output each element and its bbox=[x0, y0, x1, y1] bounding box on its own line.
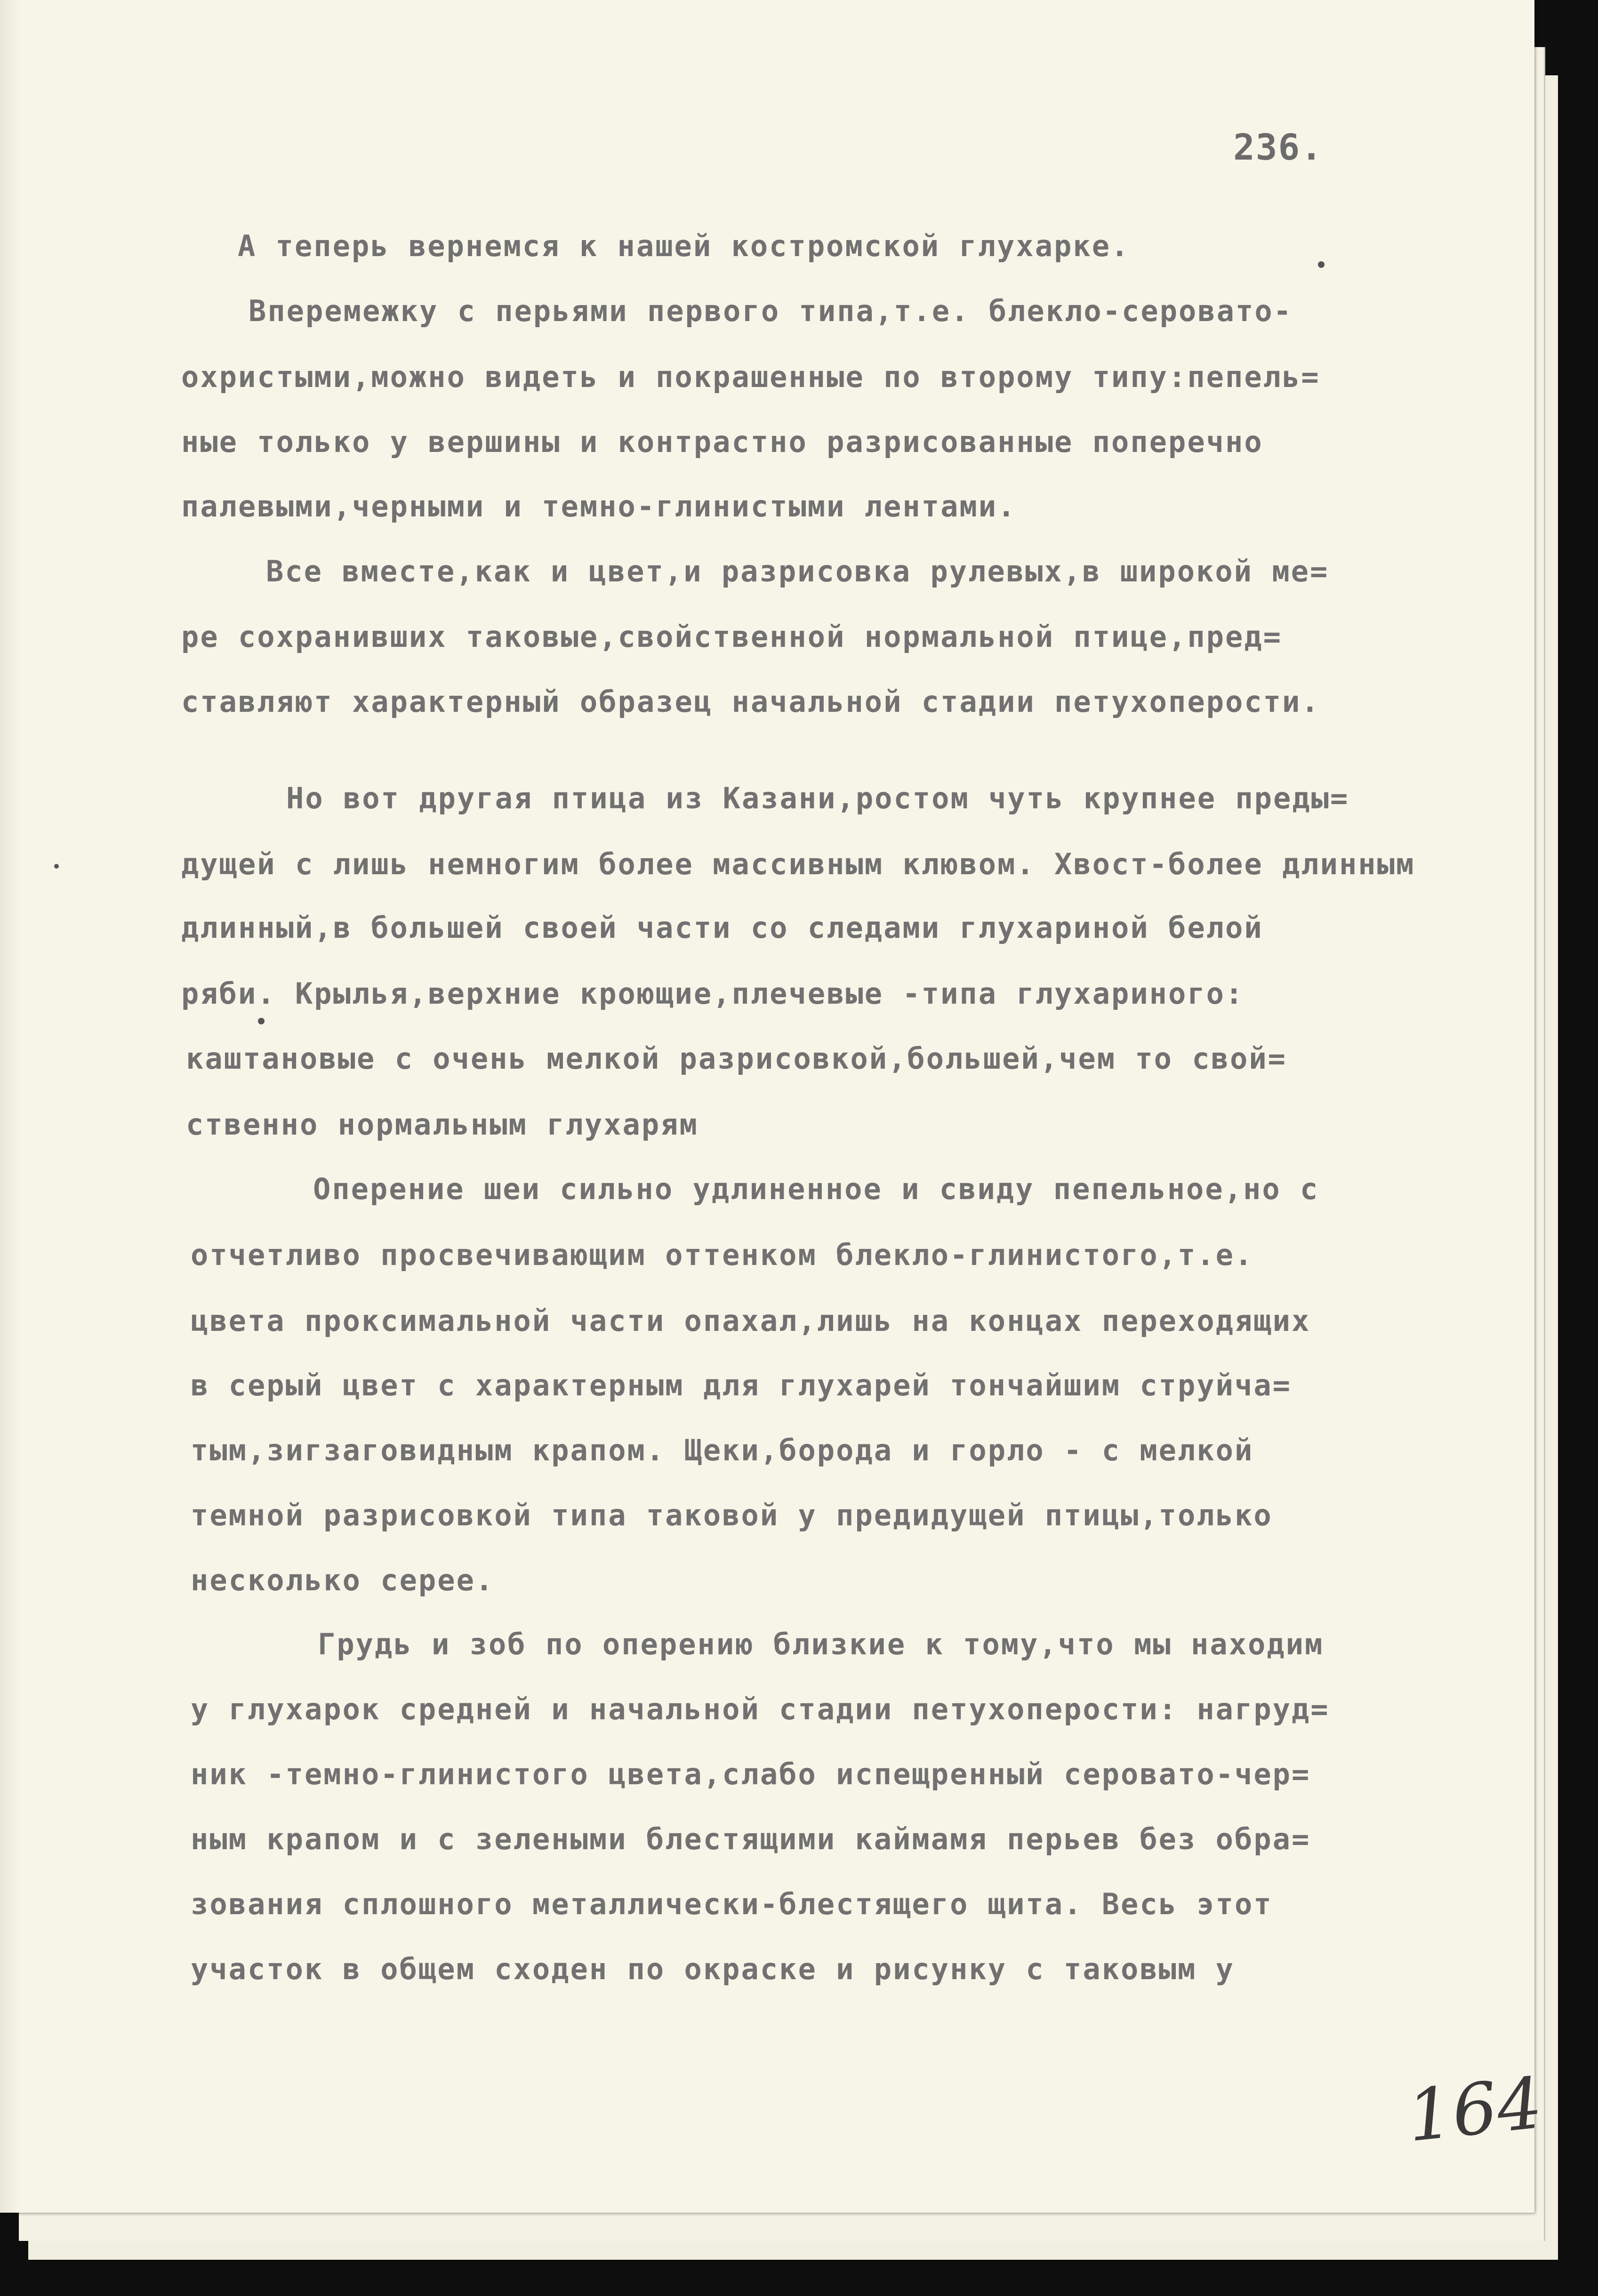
archive-page-number: 164 bbox=[1403, 2062, 1546, 2158]
text-line: Но вот другая птица из Казани,ростом чуть крупнее преды= bbox=[286, 781, 1349, 815]
text-line: длинный,в большей своей части со следами глухариной белой bbox=[181, 910, 1263, 945]
text-line: у глухарок средней и начальной стадии петухоперости: нагруд= bbox=[191, 1692, 1330, 1726]
ink-speck bbox=[258, 1018, 265, 1024]
text-line: ставляют характерный образец начальной стадии петухоперости. bbox=[181, 685, 1320, 719]
text-line: ственно нормальным глухарям bbox=[186, 1107, 699, 1142]
page-number: 236. bbox=[1233, 126, 1324, 168]
text-line: ряби. Крылья,верхние кроющие,плечевые -типа глухариного: bbox=[181, 976, 1245, 1011]
text-line: ные только у вершины и контрастно разрисованные поперечно bbox=[181, 425, 1263, 459]
text-line: Все вместе,как и цвет,и разрисовка рулевых,в широкой ме= bbox=[266, 554, 1329, 588]
text-line: ным крапом и с зелеными блестящими каймамя перьев без обра= bbox=[191, 1822, 1311, 1856]
text-line: А теперь вернемся к нашей костромской глухарке. bbox=[238, 229, 1130, 263]
text-line: участок в общем сходен по окраске и рисунку с таковым у bbox=[191, 1952, 1235, 1986]
page-edge-shadow bbox=[0, 0, 19, 2213]
text-line: темной разрисовкой типа таковой у предидущей птицы,только bbox=[191, 1498, 1273, 1532]
text-line: тым,зигзаговидным крапом. Щеки,борода и горло - с мелкой bbox=[191, 1433, 1254, 1467]
text-line: Грудь и зоб по оперению близкие к тому,что мы находим bbox=[318, 1627, 1324, 1661]
ink-speck bbox=[1318, 261, 1325, 268]
text-line: несколько серее. bbox=[191, 1563, 495, 1597]
text-line: Оперение шеи сильно удлиненное и свиду пепельное,но с bbox=[313, 1172, 1319, 1206]
text-line: палевыми,черными и темно-глинистыми лентами. bbox=[181, 489, 1017, 524]
ink-speck bbox=[54, 864, 59, 869]
text-line: ре сохранивших таковые,свойственной нормальной птице,пред= bbox=[181, 620, 1282, 654]
text-line: ник -темно-глинистого цвета,слабо испещренный серовато-чер= bbox=[191, 1757, 1311, 1791]
text-line: цвета проксимальной части опахал,лишь на концах переходящих bbox=[191, 1304, 1311, 1338]
text-line: дущей с лишь немногим более массивным клювом. Хвост-более длинным bbox=[181, 847, 1415, 881]
text-line: отчетливо просвечивающим оттенком блекло-глинистого,т.е. bbox=[191, 1238, 1254, 1272]
text-line: охристыми,можно видеть и покрашенные по второму типу:пепель= bbox=[181, 360, 1320, 394]
text-line: зования сплошного металлически-блестящего щита. Весь этот bbox=[191, 1887, 1273, 1921]
text-line: каштановые с очень мелкой разрисовкой,большей,чем то свой= bbox=[186, 1041, 1287, 1076]
text-line: Вперемежку с перьями первого типа,т.е. блекло-серовато- bbox=[249, 294, 1293, 328]
text-line: в серый цвет с характерным для глухарей тончайшим струйча= bbox=[191, 1368, 1292, 1402]
